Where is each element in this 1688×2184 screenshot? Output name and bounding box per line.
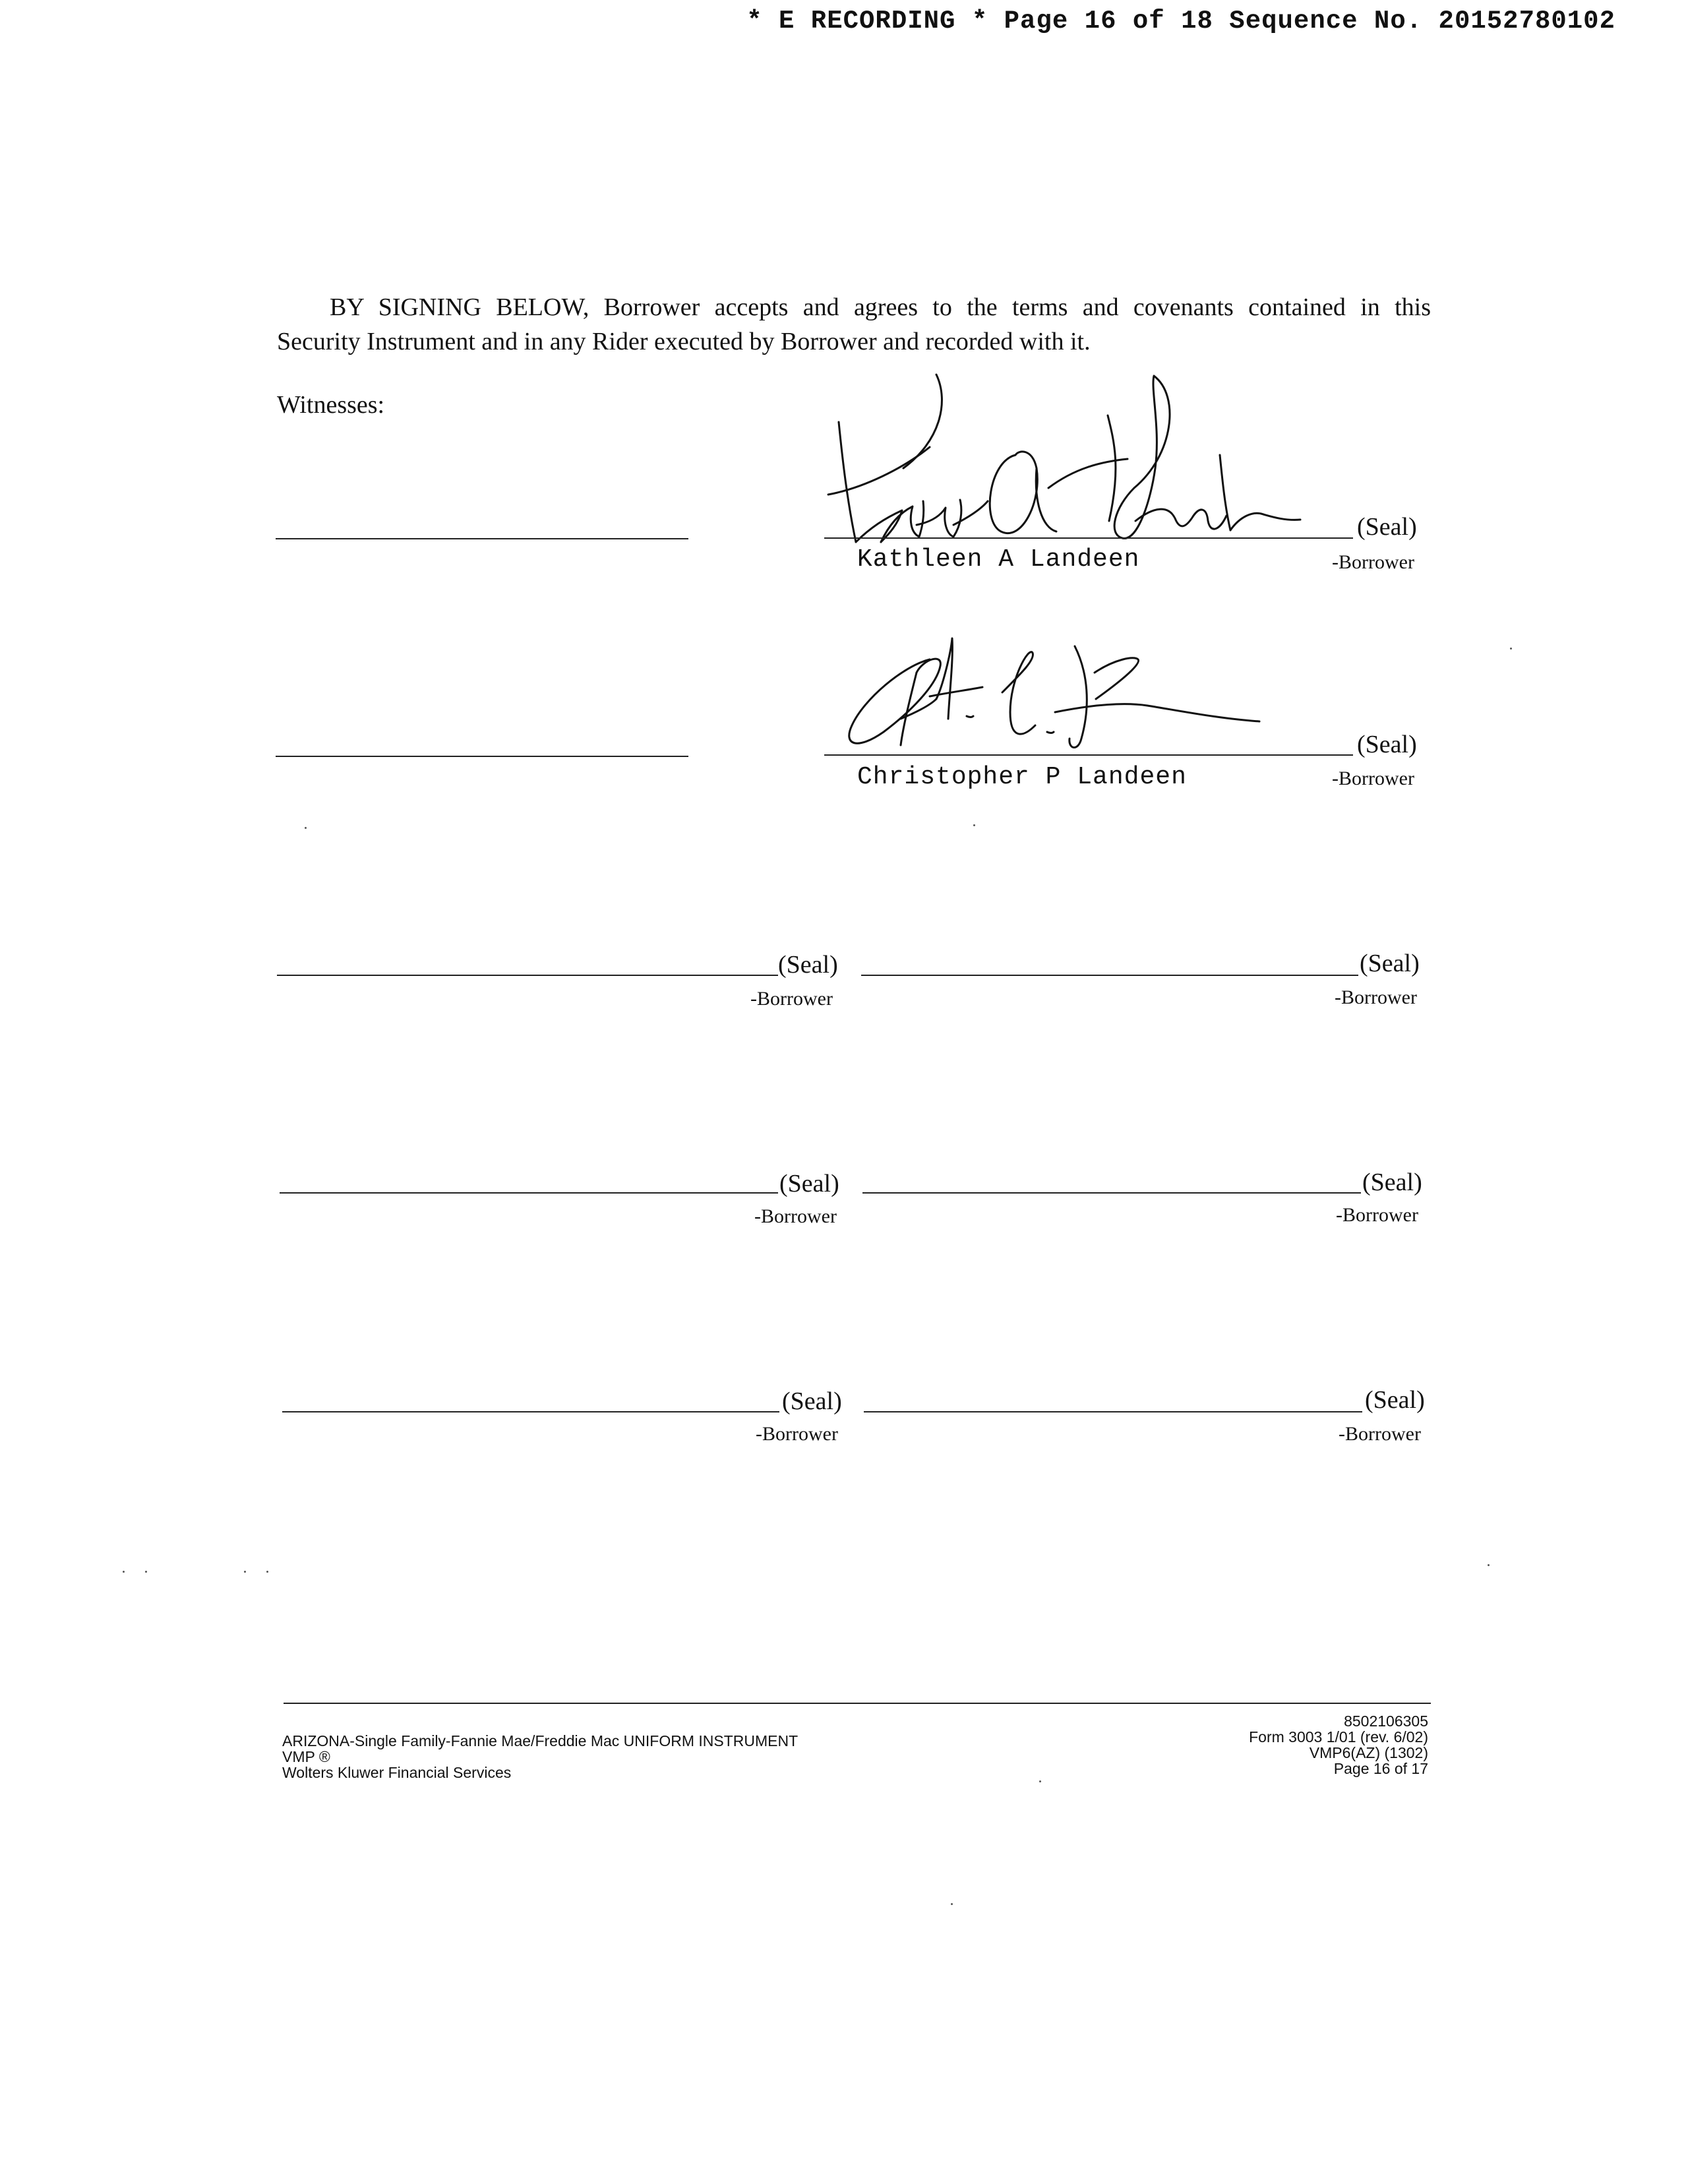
witness-line-1: [276, 538, 688, 539]
recording-header: * E RECORDING * Page 16 of 18 Sequence No. 20152780102: [746, 7, 1615, 36]
seal-label: (Seal): [778, 951, 838, 979]
borrower-label: -Borrower: [756, 1423, 838, 1445]
scan-speck: [244, 1571, 246, 1573]
seal-label: (Seal): [779, 1170, 839, 1198]
seal-label: (Seal): [782, 1387, 842, 1415]
borrower-label: -Borrower: [1332, 551, 1414, 573]
borrower-label: -Borrower: [754, 1205, 837, 1227]
footer-vmp: VMP ®: [282, 1748, 330, 1765]
signing-statement-line-1: BY SIGNING BELOW, Borrower accepts and agrees to the terms and covenants contained in this: [330, 293, 1431, 321]
scan-speck: [266, 1571, 268, 1573]
borrower-label: -Borrower: [1336, 1204, 1418, 1226]
scan-speck: [145, 1571, 147, 1573]
signature-kathleen-landeen: [824, 369, 1325, 561]
blank-signature-line: [282, 1411, 779, 1412]
borrower-label: -Borrower: [1339, 1423, 1421, 1445]
footer-page-number: Page 16 of 17: [1333, 1760, 1428, 1777]
blank-signature-line: [864, 1411, 1362, 1412]
footer-rule: [284, 1703, 1431, 1704]
blank-signature-line: [277, 975, 778, 976]
scan-speck: [951, 1903, 953, 1905]
signature-line-1: [824, 537, 1353, 539]
scan-speck: [973, 824, 975, 826]
borrower-label: -Borrower: [1335, 986, 1417, 1008]
blank-signature-line: [862, 1192, 1361, 1194]
signing-statement-line-2: Security Instrument and in any Rider executed by Borrower and recorded with it.: [277, 328, 1091, 355]
footer-form-title: ARIZONA-Single Family-Fannie Mae/Freddie Mac UNIFORM INSTRUMENT: [282, 1732, 799, 1749]
signer-name: Christopher P Landeen: [857, 763, 1187, 791]
seal-label: (Seal): [1357, 513, 1417, 541]
signature-line-2: [824, 754, 1353, 756]
seal-label: (Seal): [1357, 731, 1417, 758]
scan-speck: [305, 827, 307, 829]
footer-form-numbers: [1249, 1713, 1428, 1776]
seal-label: (Seal): [1360, 950, 1420, 977]
scan-speck: [123, 1571, 125, 1573]
witness-line-2: [276, 756, 688, 757]
footer-publisher: Wolters Kluwer Financial Services: [282, 1764, 512, 1781]
witnesses-label: Witnesses:: [277, 391, 385, 419]
scan-speck: [1039, 1780, 1041, 1782]
signature-christopher-landeen: [837, 633, 1286, 765]
borrower-label: -Borrower: [750, 988, 833, 1010]
scan-speck: [1510, 648, 1512, 650]
seal-label: (Seal): [1362, 1168, 1422, 1196]
footer-vmp-code: VMP6(AZ) (1302): [1309, 1744, 1428, 1761]
blank-signature-line: [861, 975, 1358, 976]
footer-loan-number: 8502106305: [1344, 1713, 1428, 1730]
signing-statement: [277, 290, 1431, 359]
seal-label: (Seal): [1365, 1386, 1425, 1414]
signer-name: Kathleen A Landeen: [857, 545, 1140, 574]
scan-speck: [1488, 1564, 1490, 1566]
footer-form-info: [282, 1733, 798, 1780]
blank-signature-line: [280, 1192, 778, 1194]
footer-form-number: Form 3003 1/01 (rev. 6/02): [1249, 1728, 1428, 1745]
borrower-label: -Borrower: [1332, 768, 1414, 789]
